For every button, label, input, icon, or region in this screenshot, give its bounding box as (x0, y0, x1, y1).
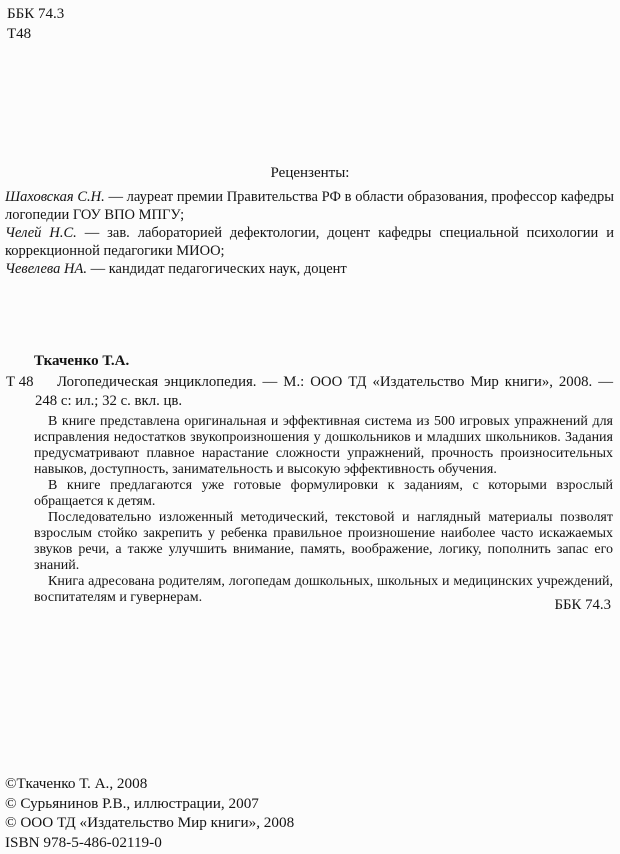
reviewer-name: Чевелева НА. (5, 261, 87, 277)
reviewer-description: — зав. лабораторией дефектологии, доцент кафедры специальной психологии и коррекционной педагогики МИОО; (5, 225, 615, 259)
annotation-paragraph: Книга адресована родителям, логопедам дошкольных, школьных и медицинских учреждений, воспитателям и гувернерам. (34, 574, 613, 605)
reviewer-entry (5, 188, 614, 224)
reviewer-description: — кандидат педагогических наук, доцент (86, 261, 347, 277)
copyright-line-illustrator: © Сурьянинов Р.В., иллюстрации, 2007 (5, 794, 259, 812)
copyright-line-publisher: © ООО ТД «Издательство Мир книги», 2008 (5, 814, 295, 831)
reviewer-name: Шаховская С.Н. (5, 189, 105, 205)
catalog-entry (6, 373, 613, 410)
isbn-line: ISBN 978-5-486-02119-0 (5, 833, 162, 851)
reviewer-name: Челей Н.С. (5, 225, 77, 241)
top-codes (7, 4, 64, 44)
reviewer-description: — лауреат премии Правительства РФ в области образования, профессор кафедры логопедии ГОУ ВПО МПГУ; (5, 189, 614, 223)
copyright-block (5, 774, 294, 852)
book-author: Ткаченко Т.А. (34, 353, 130, 369)
annotation-paragraph: Последовательно изложенный методический, текстовой и наглядный материалы позволят взрослым стойко закрепить у ребенка правильное произношение наиболее часто искажаемых звуков речи, а также улучшить внимание, память, воображение, логику, пополнить запас его знаний. (34, 510, 613, 573)
catalog-description: Логопедическая энциклопедия. — М.: ООО ТД «Издательство Мир книги», 2008. — 248 с: ил.; 32 с. вкл. цв. (35, 374, 613, 409)
bbk-code-top: ББК 74.3 (7, 6, 65, 22)
copyright-line-author: ©Ткаченко Т. А., 2008 (5, 775, 148, 792)
reviewer-entry (5, 224, 614, 260)
annotation-paragraph: В книге предлагаются уже готовые формулировки к заданиям, с которыми взрослый обращается к детям. (34, 478, 613, 509)
catalog-code: Т 48 (6, 374, 34, 390)
bbk-code-bottom: ББК 74.3 (554, 597, 611, 613)
reviewers-heading: Рецензенты: (270, 165, 350, 181)
catalog-letter-code-top: Т48 (7, 26, 32, 42)
annotation-block (34, 414, 613, 606)
reviewer-entry (5, 260, 614, 278)
reviewers-list (5, 188, 614, 278)
annotation-paragraph: В книге представлена оригинальная и эффективная система из 500 игровых упражнений для исправления недостатков звукопроизношения у дошкольников и младших школьников. Задания предусматривают плавное нарастание сложности упражнений, прочность произносительных навыков, доступность, занимательность и высокую эффективность обучения. (34, 414, 613, 477)
